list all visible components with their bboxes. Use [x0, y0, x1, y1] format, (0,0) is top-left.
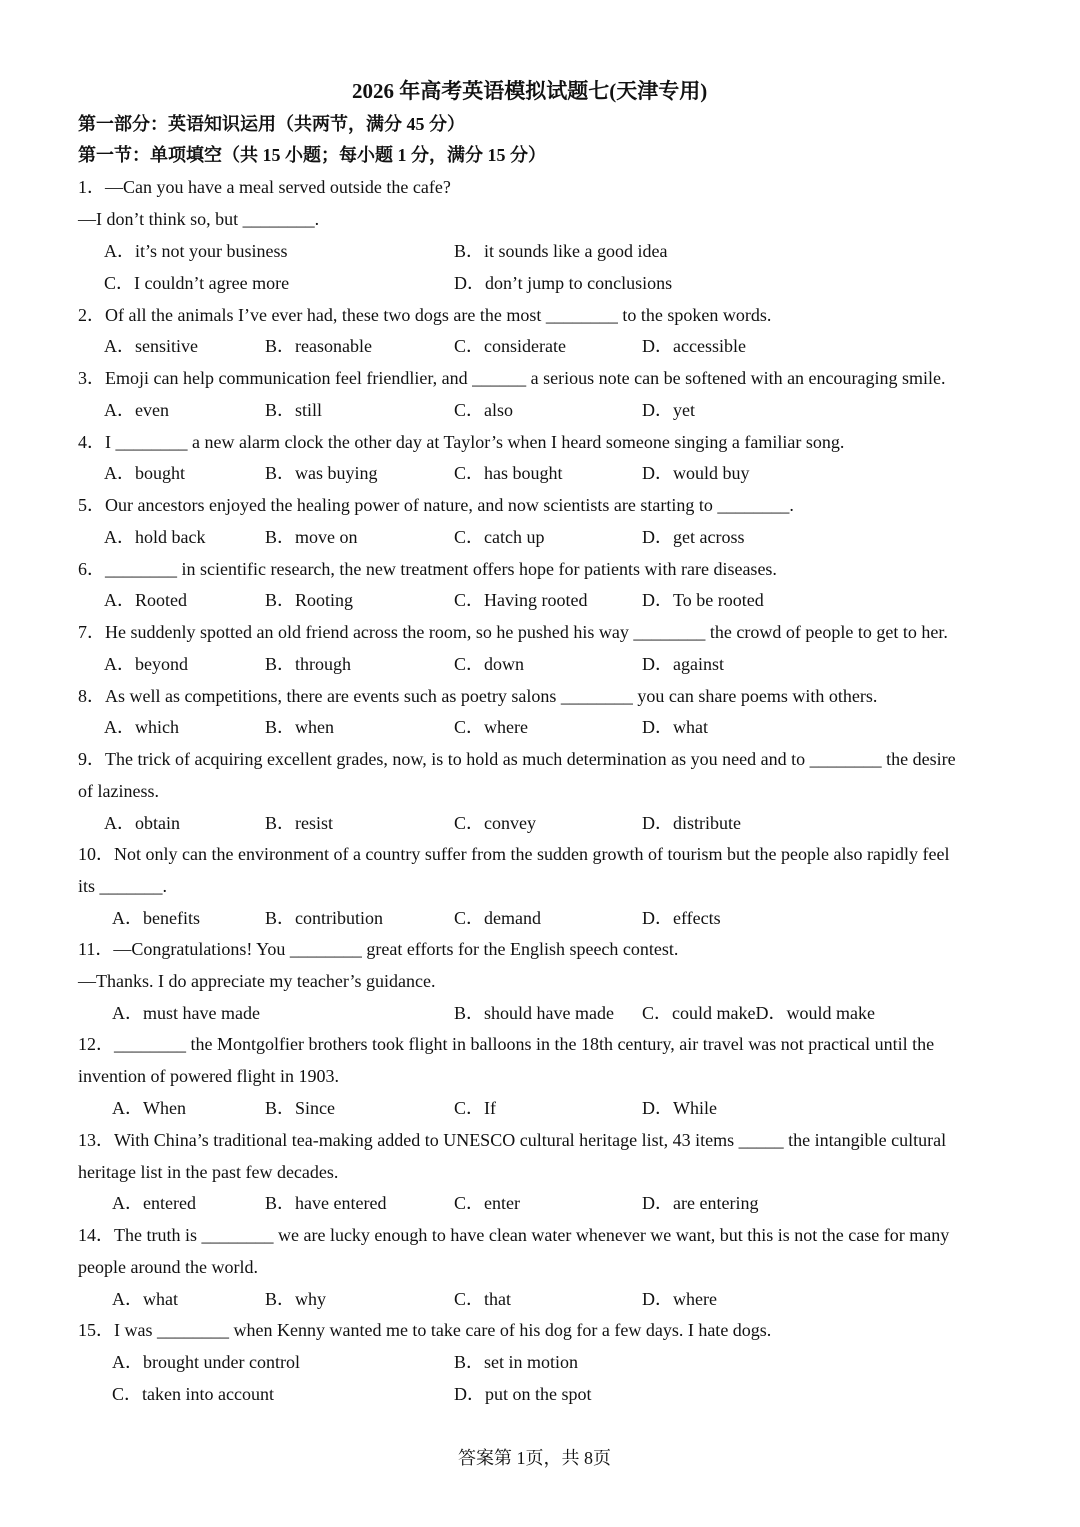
question-6-option-a: A．Rooted — [104, 590, 187, 610]
question-1-stem-line2: —I don’t think so, but ________. — [78, 209, 320, 229]
question-8-option-a: A．which — [104, 717, 179, 737]
question-11-stem: 11．—Congratulations! You ________ great efforts for the English speech contest. — [78, 939, 679, 959]
question-10-stem-line2: its _______. — [78, 876, 168, 896]
question-10-stem: 10．Not only can the environment of a country suffer from the sudden growth of tourism but the people also rapidly feel — [78, 844, 950, 864]
question-3-stem: 3．Emoji can help communication feel friendlier, and ______ a serious note can be softened with an encouraging smile. — [78, 368, 946, 388]
question-9-option-b: B．resist — [265, 813, 334, 833]
question-1-stem: 1．—Can you have a meal served outside the cafe? — [78, 177, 451, 197]
question-7-stem: 7．He suddenly spotted an old friend across the room, so he pushed his way ________ the crowd of people to get to her. — [78, 622, 948, 642]
question-5-option-d: D．get across — [642, 527, 745, 547]
section-heading: 第一节：单项填空（共 15 小题；每小题 1 分，满分 15 分） — [78, 145, 546, 165]
page-footer: 答案第 1页，共 8页 — [458, 1448, 611, 1468]
question-5-option-b: B．move on — [265, 527, 358, 547]
question-15-option-c: C．taken into account — [112, 1384, 274, 1404]
question-8-option-b: B．when — [265, 717, 334, 737]
question-6-stem: 6．________ in scientific research, the new treatment offers hope for patients with rare diseases. — [78, 559, 777, 579]
question-3-option-b: B．still — [265, 400, 323, 420]
question-6-option-b: B．Rooting — [265, 590, 354, 610]
question-8-option-c: C．where — [454, 717, 528, 737]
question-15-option-a: A．brought under control — [112, 1352, 300, 1372]
question-4-option-a: A．bought — [104, 463, 185, 483]
question-8-stem: 8．As well as competitions, there are events such as poetry salons ________ you can share poems with others. — [78, 686, 878, 706]
question-7-option-b: B．through — [265, 654, 352, 674]
question-10-option-a: A．benefits — [112, 908, 200, 928]
question-11-option-b: B．should have made — [454, 1003, 614, 1023]
question-4-stem: 4．I ________ a new alarm clock the other day at Taylor’s when I heard someone singing a familiar song. — [78, 432, 845, 452]
question-1-option-d: D．don’t jump to conclusions — [454, 273, 673, 293]
question-11-option-a: A．must have made — [112, 1003, 260, 1023]
question-9-option-a: A．obtain — [104, 813, 180, 833]
question-7-option-d: D．against — [642, 654, 724, 674]
question-7-option-a: A．beyond — [104, 654, 188, 674]
question-10-option-b: B．contribution — [265, 908, 383, 928]
question-8-option-d: D．what — [642, 717, 708, 737]
question-11-option-cd: C．could makeD．would make — [642, 1003, 875, 1023]
question-9-stem: 9．The trick of acquiring excellent grades, now, is to hold as much determination as you need and to ________ the desire — [78, 749, 956, 769]
question-13-option-c: C．enter — [454, 1193, 520, 1213]
question-13-option-d: D．are entering — [642, 1193, 759, 1213]
question-14-option-d: D．where — [642, 1289, 717, 1309]
question-9-option-d: D．distribute — [642, 813, 741, 833]
question-14-stem-line2: people around the world. — [78, 1257, 258, 1277]
question-2-option-b: B．reasonable — [265, 336, 372, 356]
question-12-option-a: A．When — [112, 1098, 186, 1118]
question-12-option-d: D．While — [642, 1098, 717, 1118]
question-4-option-d: D．would buy — [642, 463, 750, 483]
question-13-option-a: A．entered — [112, 1193, 196, 1213]
page-title: 2026 年高考英语模拟试题七(天津专用) — [352, 79, 708, 103]
question-3-option-c: C．also — [454, 400, 514, 420]
question-9-option-c: C．convey — [454, 813, 536, 833]
question-13-option-b: B．have entered — [265, 1193, 387, 1213]
question-10-option-d: D．effects — [642, 908, 721, 928]
question-14-option-b: B．why — [265, 1289, 327, 1309]
question-2-option-d: D．accessible — [642, 336, 746, 356]
part-heading: 第一部分：英语知识运用（共两节，满分 45 分） — [78, 114, 465, 134]
question-11-stem-line2: —Thanks. I do appreciate my teacher’s guidance. — [78, 971, 436, 991]
question-1-option-b: B．it sounds like a good idea — [454, 241, 668, 261]
question-2-option-c: C．considerate — [454, 336, 566, 356]
question-6-option-d: D．To be rooted — [642, 590, 764, 610]
question-1-option-a: A．it’s not your business — [104, 241, 288, 261]
question-3-option-d: D．yet — [642, 400, 695, 420]
question-14-stem: 14．The truth is ________ we are lucky enough to have clean water whenever we want, but this is not the case for many — [78, 1225, 950, 1245]
question-1-option-c: C．I couldn’t agree more — [104, 273, 290, 293]
question-4-option-c: C．has bought — [454, 463, 563, 483]
question-12-stem: 12．________ the Montgolfier brothers took flight in balloons in the 18th century, air travel was not practical until the — [78, 1034, 935, 1054]
question-13-stem-line2: heritage list in the past few decades. — [78, 1162, 339, 1182]
question-7-option-c: C．down — [454, 654, 525, 674]
question-5-option-c: C．catch up — [454, 527, 545, 547]
question-6-option-c: C．Having rooted — [454, 590, 588, 610]
question-12-option-c: C．If — [454, 1098, 496, 1118]
question-5-option-a: A．hold back — [104, 527, 206, 547]
question-3-option-a: A．even — [104, 400, 169, 420]
question-2-stem: 2．Of all the animals I’ve ever had, these two dogs are the most ________ to the spoken words. — [78, 305, 772, 325]
question-15-option-d: D．put on the spot — [454, 1384, 592, 1404]
question-2-option-a: A．sensitive — [104, 336, 198, 356]
question-14-option-c: C．that — [454, 1289, 511, 1309]
question-5-stem: 5．Our ancestors enjoyed the healing power of nature, and now scientists are starting to ________. — [78, 495, 794, 515]
question-4-option-b: B．was buying — [265, 463, 378, 483]
question-12-option-b: B．Since — [265, 1098, 335, 1118]
question-15-option-b: B．set in motion — [454, 1352, 579, 1372]
question-13-stem: 13．With China’s traditional tea-making added to UNESCO cultural heritage list, 43 items _____ the intangible cultural — [78, 1130, 947, 1150]
question-14-option-a: A．what — [112, 1289, 178, 1309]
question-12-stem-line2: invention of powered flight in 1903. — [78, 1066, 339, 1086]
question-9-stem-line2: of laziness. — [78, 781, 159, 801]
question-10-option-c: C．demand — [454, 908, 541, 928]
question-15-stem: 15．I was ________ when Kenny wanted me to take care of his dog for a few days. I hate dogs. — [78, 1320, 772, 1340]
